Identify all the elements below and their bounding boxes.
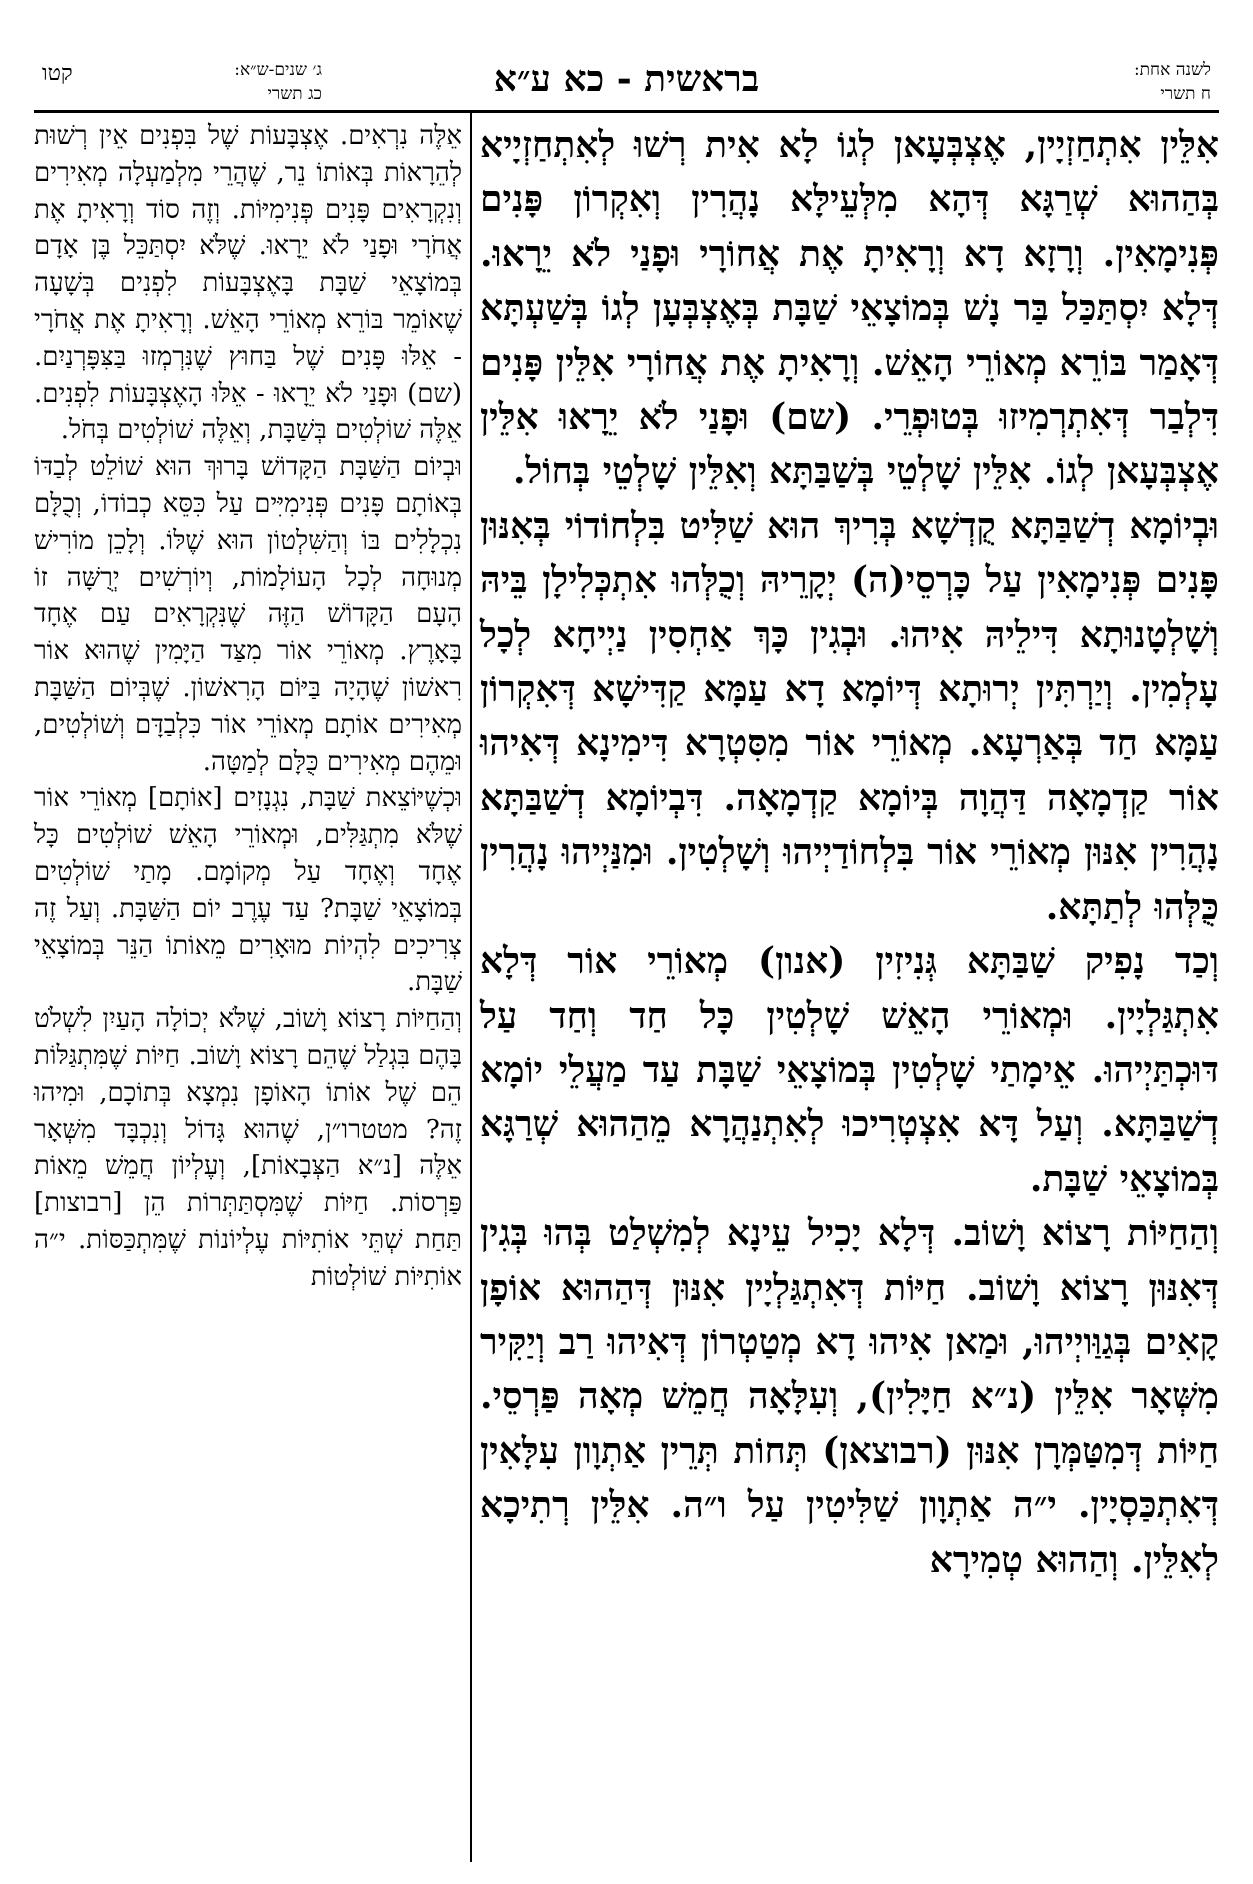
right-running-note: [1134, 58, 1211, 106]
page-number: קטו: [42, 61, 73, 86]
page-header: [34, 58, 1219, 110]
right-note-line-2: ח תשרי: [1160, 84, 1211, 104]
column-divider: [470, 112, 472, 1862]
commentary-paragraph-3: וּכְשֶׁיּוֹצֵאת שַׁבָּת, נִגְנָזִים [אוֹתָם] מְאוֹרֵי אוֹר שֶׁלֹּא מִתְגַּלִּים, וּמְאוֹרֵי הָאֵשׁ שׁוֹלְטִים כָּל אֶחָד וְאֶחָד עַל מְקוֹמָם. מָתַי שׁוֹלְטִים בְּמוֹצָאֵי שַׁבָּת? עַד עֶרֶב יוֹם הַשַּׁבָּת. וְעַל זֶה צְרִיכִים לִהְיוֹת מוּאָרִים מֵאוֹתוֹ הַנֵּר בְּמוֹצָאֵי שַׁבָּת.: [34, 783, 462, 998]
commentary-paragraph-2: וּבְיוֹם הַשַּׁבָּת הַקָּדוֹשׁ בָּרוּךְ הוּא שׁוֹלֵט לְבַדּוֹ בְּאוֹתָם פָּנִים פְּנִימִיִּים עַל כִּסֵּא כְבוֹדוֹ, וְכֻלָּם נִכְלָלִים בּוֹ וְהַשִּׁלְטוֹן הוּא שֶׁלּוֹ. וְלָכֵן מוֹרִישׁ מְנוּחָה לְכָל הָעוֹלָמוֹת, וְיוֹרְשִׁים יְרֻשָּׁה זוֹ הָעָם הַקָּדוֹשׁ הַזֶּה שֶׁנִּקְרָאִים עַם אֶחָד בָּאָרֶץ. מְאוֹרֵי אוֹר מִצַּד הַיָּמִין שֶׁהוּא אוֹר רִאשׁוֹן שֶׁהָיָה בַּיּוֹם הָרִאשׁוֹן. שֶׁבְּיוֹם הַשַּׁבָּת מְאִירִים אוֹתָם מְאוֹרֵי אוֹר כִּלְבַדָּם וְשׁוֹלְטִים, וּמֵהֶם מְאִירִים כֻּלָּם לְמַטָּה.: [34, 452, 462, 777]
commentary-column: [34, 118, 462, 1296]
header-rule: [34, 110, 1219, 113]
main-paragraph-3: וְכַד נָפִיק שַׁבַּתָּא גְּנִיזִין (אנון) מְאוֹרֵי אוֹר דְּלָא אִתְגַּלְיָין. וּמְאוֹרֵי הָאֵשׁ שָׁלְטִין כָּל חַד וְחַד עַל דּוּכְתַּיְיהוּ. אֵימָתַי שָׁלְטִין בְּמוֹצָאֵי שַׁבָּת עַד מַעֲלֵי יוֹמָא דְשַׁבַּתָּא. וְעַל דָּא אִצְטְרִיכוּ לְאִתְנַהֲרָא מֵהַהוּא שְׁרַגָּא בְּמוֹצָאֵי שַׁבָּת.: [480, 940, 1220, 1200]
main-text-column: [480, 118, 1219, 1587]
left-note-line-1: ג׳ שנים-ש״א:: [234, 60, 322, 80]
main-paragraph-1: אִלֵּין אִתְחַזְיָין, אֶצְבְּעָאן לְגוֹ לָא אִית רְשׁוּ לְאִתְחַזְיָיא בְּהַהוּא שְׁרַגָּא דְּהָא מִלְּעֵילָּא נָהֲרִין וְאִקְרוֹן פָּנִים פְּנִימָאִין. וְרָזָא דָא וְרָאִיתָ אֶת אֲחוֹרָי וּפָנַי לֹא יֵרָאוּ. דְּלָא יִסְתַּכַּל בַּר נָשׁ בְּמוֹצָאֵי שַׁבָּת בְּאֶצְבְּעָן לְגוֹ בְּשַׁעְתָּא דְּאָמַר בּוֹרֵא מְאוֹרֵי הָאֵשׁ. וְרָאִיתָ אֶת אֲחוֹרָי אִלֵּין פָּנִים דִּלְבַר דְּאִתְרְמִיזוּ בְּטוּפְרֵי. (שם) וּפָנַי לֹא יֵרָאוּ אִלֵּין אֶצְבְּעָאן לְגוֹ. אִלֵּין שָׁלְטֵי בְּשַׁבַּתָּא וְאִלֵּין שָׁלְטֵי בְּחוֹל.: [480, 124, 1219, 493]
main-paragraph-2: וּבְיוֹמָא דְשַׁבַּתָּא קֻדְשָׁא בְּרִיךְ הוּא שַׁלִּיט בִּלְחוֹדוֹי בְּאִנּוּן פָּנִים פְּנִימָאִין עַל כָּרְסֵי(ה) יְקָרֵיהּ וְכֻלְּהוּ אִתְכְּלִילָן בֵּיהּ וְשָׁלְטָנוּתָא דִּילֵיהּ אִיהוּ. וּבְגִין כָּךְ אַחְסִין נַיְיחָא לְכָל עָלְמִין. וְיַרְתִּין יְרוּתָא דְּיוֹמָא דָא עַמָּא קַדִּישָׁא דְּאִקְרוֹן עַמָּא חַד בְּאַרְעָא. מְאוֹרֵי אוֹר מִסִּטְרָא דִּימִינָא דְּאִיהוּ אוֹר קַדְמָאָה דַּהֲוָה בְּיוֹמָא קַדְמָאָה. דִּבְיוֹמָא דְשַׁבַּתָּא נָהֲרִין אִנּוּן מְאוֹרֵי אוֹר בִּלְחוֹדַיְיהוּ וְשָׁלְטִין. וּמִנַּיְיהוּ נָהֲרִין כֻּלְּהוּ לְתַתָּא.: [480, 504, 1219, 928]
main-paragraph-4: וְהַחַיּוֹת רָצוֹא וָשׁוֹב. דְּלָא יָכִיל עֵינָא לְמִשְׁלַט בְּהוּ בְּגִין דְּאִנּוּן רָצוֹא וָשׁוֹב. חַיּוֹת דְּאִתְגַּלְיָין אִנּוּן דְּהַהוּא אוֹפָן קָאִים בְּגַוַּויְיהוּ, וּמַאן אִיהוּ דָא מְטַטְרוֹן דְּאִיהוּ רַב וְיַקִּיר מִשְּׁאָר אִלֵּין (נ״א חַיָּלִין), וְעִלָּאָה חֲמֵשׁ מְאָה פַּרְסֵי. חַיּוֹת דְּמִטַּמְּרָן אִנּוּן (רבוצאן) תְּחוֹת תְּרֵין אַתְוָון עִלָּאִין דְּאִתְכַּסְיָין. י״ה אַתְוָון שַׁלִּיטִין עַל ו״ה. אִלֵּין רְתִיכָא לְאִלֵּין. וְהַהוּא טְמִירָא: [480, 1212, 1220, 1581]
commentary-paragraph-4: וְהַחַיּוֹת רָצוֹא וָשׁוֹב, שֶׁלֹּא יְכוֹלָה הָעַיִן לִשְׁלֹט בָּהֶם בִּגְלַל שֶׁהֵם רָצוֹא וָשׁוֹב. חַיּוֹת שֶׁמִּתְגַּלּוֹת הֵם שֶׁל אוֹתוֹ הָאוֹפָן נִמְצָא בְּתוֹכָם, וּמִיהוּ זֶה? מטטרו״ן, שֶׁהוּא גָּדוֹל וְנִכְבָּד מִשְּׁאָר אֵלֶּה [נ״א הַצְּבָאוֹת], וְעֶלְיוֹן חֲמֵשׁ מֵאוֹת פַּרְסוֹת. חַיּוֹת שֶׁמִּסְתַּתְּרוֹת הֵן [רבוצות] תַּחַת שְׁתֵּי אוֹתִיּוֹת עֶלְיוֹנוֹת שֶׁמִּתְכַּסּוֹת. י״ה אוֹתִיּוֹת שׁוֹלְטוֹת: [34, 1004, 462, 1292]
right-note-line-1: לשנה אחת:: [1133, 60, 1211, 80]
commentary-paragraph-1: אֵלֶּה נִרְאִים. אֶצְבָּעוֹת שֶׁל בִּפְנִים אֵין רְשׁוּת לְהֵרָאוֹת בְּאוֹתוֹ נֵר, שֶׁהֲרֵי מִלְמַעְלָה מְאִירִים וְנִקְרָאִים פָּנִים פְּנִימִיּוֹת. וְזֶה סוֹד וְרָאִיתָ אֶת אֲחֹרָי וּפָנַי לֹא יֵרָאוּ. שֶׁלֹּא יִסְתַּכֵּל בֶּן אָדָם בְּמוֹצָאֵי שַׁבָּת בָּאֶצְבָּעוֹת לִפְנִים בְּשָׁעָה שֶׁאוֹמֵר בּוֹרֵא מְאוֹרֵי הָאֵשׁ. וְרָאִיתָ אֶת אֲחֹרָי - אֵלּוּ פָּנִים שֶׁל בַּחוּץ שֶׁנִּרְמְזוּ בַּצִּפָּרְנַיִם. (שם) וּפָנַי לֹא יֵרָאוּ - אֵלּוּ הָאֶצְבָּעוֹת לִפְנִים. אֵלֶּה שׁוֹלְטִים בְּשַׁבָּת, וְאֵלֶּה שׁוֹלְטִים בְּחֹל.: [34, 121, 462, 446]
page-title: בראשית - כא ע״א: [493, 58, 760, 100]
left-note-line-2: כג תשרי: [267, 84, 322, 104]
